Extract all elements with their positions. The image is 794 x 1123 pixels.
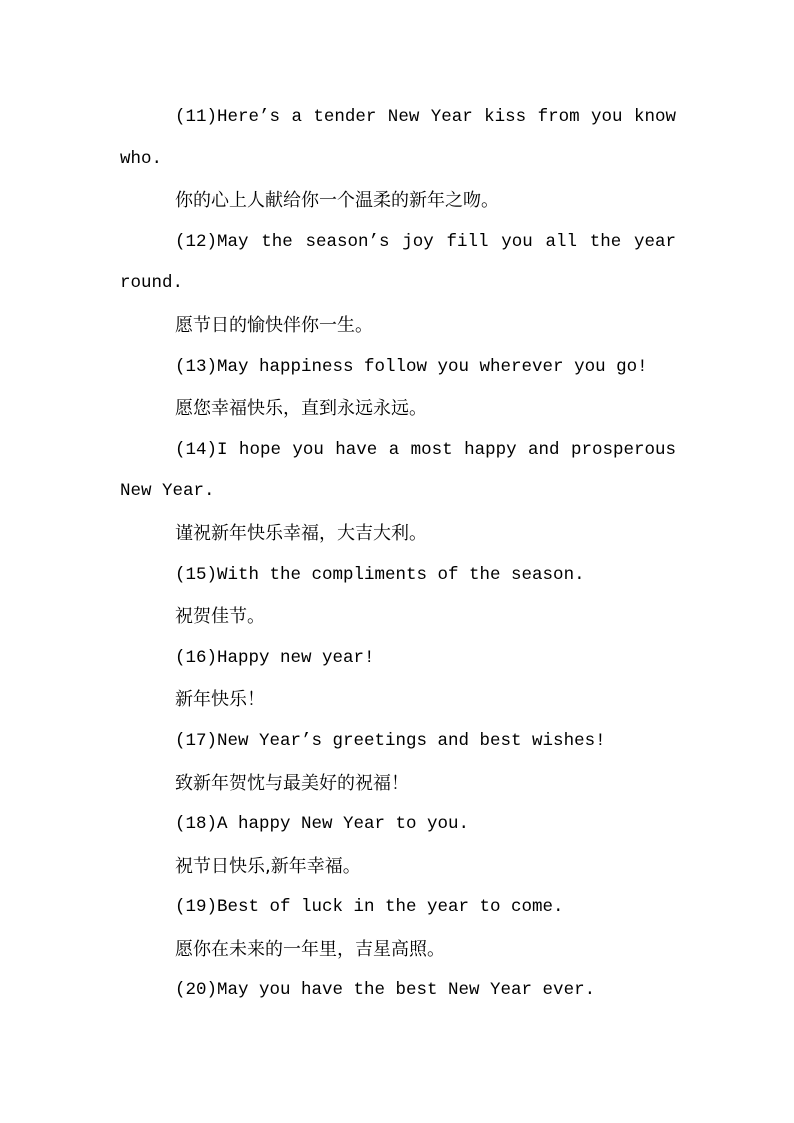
text-line: 愿您幸福快乐，直到永远永远。 xyxy=(175,398,427,420)
text-line: 愿节日的愉快伴你一生。 xyxy=(175,314,373,336)
text-line: (15)With the compliments of the season. xyxy=(175,564,585,585)
text-line: (11)Here’s a tender New Year kiss from you know xyxy=(175,107,676,127)
text-line: 你的心上人献给你一个温柔的新年之吻。 xyxy=(175,190,499,212)
text-line: 新年快乐！ xyxy=(175,689,265,711)
text-line: New Year. xyxy=(120,481,215,502)
text-line: round. xyxy=(120,273,184,294)
text-line: 祝节日快乐,新年幸福。 xyxy=(175,855,361,877)
text-line: (12)May the season’s joy fill you all the year xyxy=(175,231,676,252)
text-line: (19)Best of luck in the year to come. xyxy=(175,897,564,918)
text-line: (17)New Year’s greetings and best wishes! xyxy=(175,730,606,751)
text-line: (14)I hope you have a most happy and prosperous xyxy=(175,439,676,460)
text-line: 愿你在未来的一年里，吉星高照。 xyxy=(175,938,445,960)
text-line: (20)May you have the best New Year ever. xyxy=(175,980,596,1001)
text-line: 谨祝新年快乐幸福，大吉大利。 xyxy=(175,522,427,544)
text-line: (18)A happy New Year to you. xyxy=(175,814,470,835)
text-line: who. xyxy=(120,148,163,169)
text-line: (13)May happiness follow you wherever you go! xyxy=(175,356,648,377)
text-line: (16)Happy new year! xyxy=(175,647,375,668)
document-body xyxy=(120,97,676,1012)
text-line: 致新年贺忱与最美好的祝福！ xyxy=(175,772,409,794)
text-line: 祝贺佳节。 xyxy=(175,606,265,628)
